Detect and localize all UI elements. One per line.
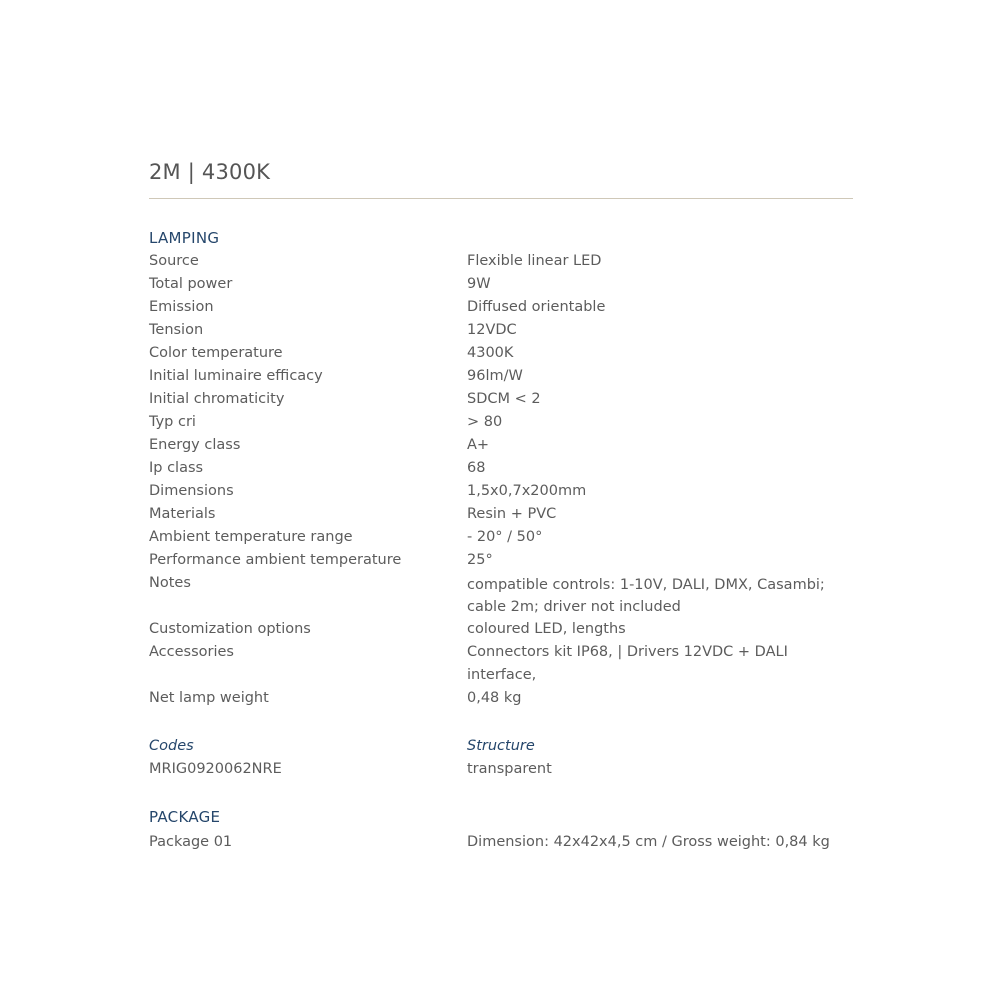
spec-value: Resin + PVC (467, 506, 557, 522)
spec-row (149, 480, 853, 503)
spec-label: Initial chromaticity (149, 391, 285, 407)
spec-value: 12VDC (467, 322, 517, 338)
spec-row (149, 273, 853, 296)
spec-row (149, 641, 853, 687)
spec-label: Dimensions (149, 483, 234, 499)
spec-value: 68 (467, 460, 486, 476)
spec-value: compatible controls: 1-10V, DALI, DMX, Casambi; cable 2m; driver not included (467, 577, 825, 615)
spec-row (149, 434, 853, 457)
codes-column (149, 735, 467, 781)
spec-row (149, 618, 853, 641)
spec-row (149, 411, 853, 434)
spec-value: - 20° / 50° (467, 529, 543, 545)
spec-row (149, 388, 853, 411)
spec-row (149, 687, 853, 710)
spec-label: Performance ambient temperature (149, 552, 402, 568)
spec-value: SDCM < 2 (467, 391, 541, 407)
spec-value: Connectors kit IP68, | Drivers 12VDC + DALI interface, (467, 644, 788, 683)
package-heading: PACKAGE (149, 808, 221, 826)
spec-row (149, 296, 853, 319)
spec-value: 9W (467, 276, 491, 292)
spec-row (149, 365, 853, 388)
spec-row (149, 250, 853, 273)
spec-value: coloured LED, lengths (467, 621, 626, 637)
product-code: MRIG0920062NRE (149, 761, 282, 777)
lamping-heading: LAMPING (149, 229, 220, 247)
product-title: 2M | 4300K (149, 160, 271, 184)
spec-row (149, 503, 853, 526)
spec-value: 4300K (467, 345, 514, 361)
spec-label: Total power (149, 276, 233, 292)
spec-row (149, 457, 853, 480)
spec-label: Color temperature (149, 345, 283, 361)
spec-value: Flexible linear LED (467, 253, 602, 269)
spec-label: Materials (149, 506, 216, 522)
spec-value: > 80 (467, 414, 503, 430)
spec-value: 25° (467, 552, 493, 568)
spec-label: Source (149, 253, 199, 269)
spec-value: 96lm/W (467, 368, 523, 384)
spec-value: A+ (467, 437, 490, 453)
spec-label: Net lamp weight (149, 690, 269, 706)
structure-heading: Structure (467, 738, 535, 754)
spec-row (149, 342, 853, 365)
spec-label: Customization options (149, 621, 311, 637)
package-row (149, 831, 853, 854)
lamping-spec-table (149, 250, 853, 710)
spec-label: Typ cri (149, 414, 196, 430)
spec-row (149, 549, 853, 572)
spec-label: Ip class (149, 460, 204, 476)
spec-label: Tension (149, 322, 204, 338)
spec-label: Initial luminaire efficacy (149, 368, 323, 384)
spec-value: 1,5x0,7x200mm (467, 483, 587, 499)
product-spec-sheet (149, 157, 853, 854)
codes-structure-block (149, 735, 853, 781)
spec-value: 0,48 kg (467, 690, 522, 706)
spec-row (149, 572, 853, 618)
spec-label: Notes (149, 575, 191, 591)
spec-label: Accessories (149, 644, 234, 660)
spec-label: Ambient temperature range (149, 529, 353, 545)
title-divider (149, 198, 853, 199)
structure-value: transparent (467, 761, 552, 777)
package-label: Package 01 (149, 834, 233, 850)
spec-label: Emission (149, 299, 214, 315)
structure-column (467, 735, 853, 781)
spec-value: Diffused orientable (467, 299, 606, 315)
package-value: Dimension: 42x42x4,5 cm / Gross weight: 0,84 kg (467, 834, 830, 850)
spec-row (149, 319, 853, 342)
spec-label: Energy class (149, 437, 241, 453)
spec-row (149, 526, 853, 549)
codes-heading: Codes (149, 738, 194, 754)
